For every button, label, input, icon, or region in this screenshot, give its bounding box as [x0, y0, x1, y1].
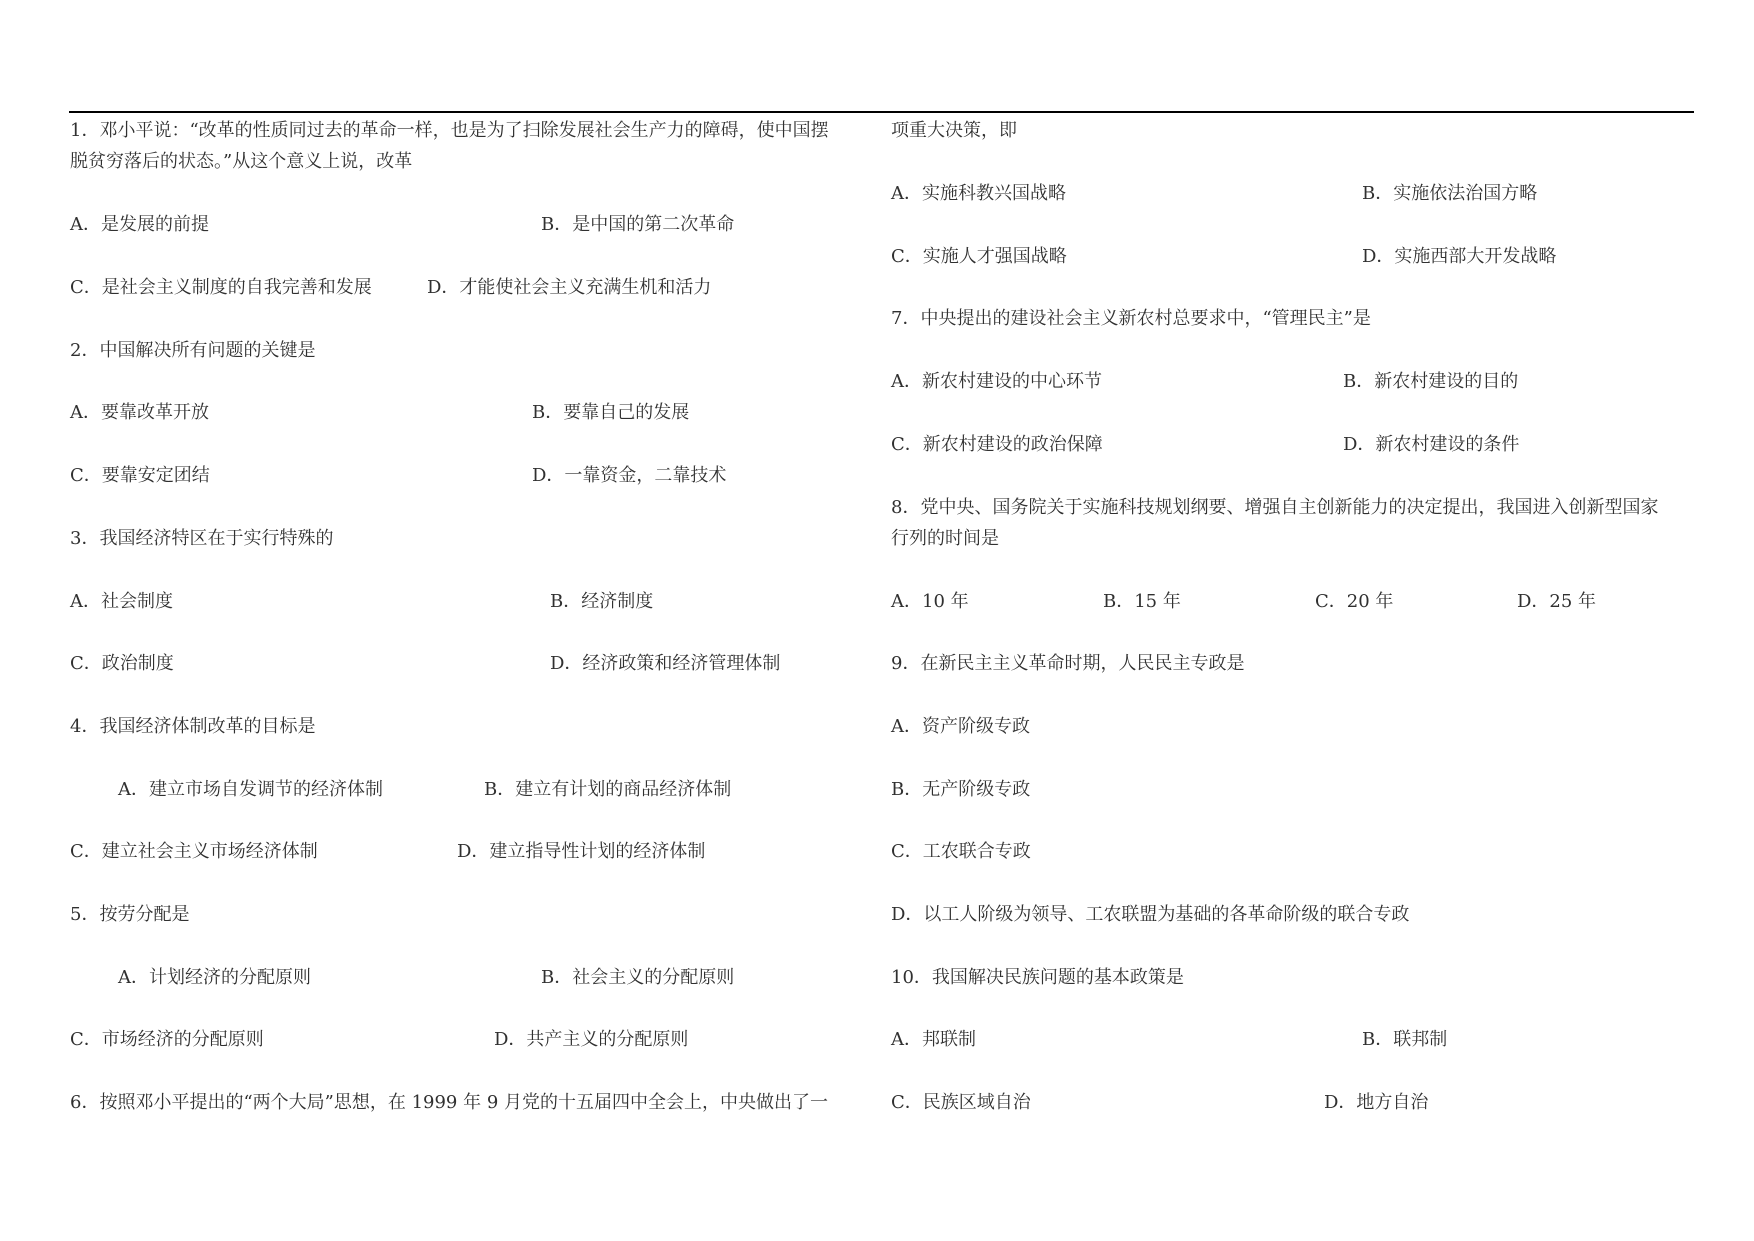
q6-option-a: A．实施科教兴国战略: [891, 183, 1066, 204]
q5-stem: 5．按劳分配是: [70, 904, 190, 925]
q9-option-c: C．工农联合专政: [891, 841, 1031, 862]
q8-option-a: A．10 年: [891, 591, 969, 612]
q1-option-d: D．才能使社会主义充满生机和活力: [427, 277, 712, 298]
q7-option-d: D．新农村建设的条件: [1343, 434, 1520, 455]
q8-option-d: D．25 年: [1517, 591, 1597, 612]
q7-option-c: C．新农村建设的政治保障: [891, 434, 1103, 455]
q1-option-b: B．是中国的第二次革命: [541, 214, 735, 235]
q6-option-b: B．实施依法治国方略: [1362, 183, 1538, 204]
q6-option-c: C．实施人才强国战略: [891, 246, 1067, 267]
q2-option-c: C．要靠安定团结: [70, 465, 210, 486]
q2-option-a: A．要靠改革开放: [70, 402, 209, 423]
q3-option-c: C．政治制度: [70, 653, 174, 674]
q1-option-c: C．是社会主义制度的自我完善和发展: [70, 277, 372, 298]
q10-option-c: C．民族区域自治: [891, 1092, 1031, 1113]
q4-stem: 4．我国经济体制改革的目标是: [70, 716, 316, 737]
q10-option-a: A．邦联制: [891, 1029, 976, 1050]
q9-option-a: A．资产阶级专政: [891, 716, 1030, 737]
q1-option-a: A．是发展的前提: [70, 214, 209, 235]
q10-option-d: D．地方自治: [1324, 1092, 1429, 1113]
q4-option-d: D．建立指导性计划的经济体制: [457, 841, 706, 862]
q7-stem: 7．中央提出的建设社会主义新农村总要求中，“管理民主”是: [891, 308, 1371, 329]
q2-stem: 2．中国解决所有问题的关键是: [70, 340, 316, 361]
q5-option-c: C．市场经济的分配原则: [70, 1029, 264, 1050]
q10-stem: 10．我国解决民族问题的基本政策是: [891, 967, 1184, 988]
q2-option-d: D．一靠资金，二靠技术: [532, 465, 727, 486]
q5-option-b: B．社会主义的分配原则: [541, 967, 735, 988]
q9-option-d: D．以工人阶级为领导、工农联盟为基础的各革命阶级的联合专政: [891, 904, 1410, 925]
q5-option-a: A．计划经济的分配原则: [118, 967, 311, 988]
q8-stem-line1: 8．党中央、国务院关于实施科技规划纲要、增强自主创新能力的决定提出，我国进入创新型国家: [891, 497, 1659, 518]
q9-stem: 9．在新民主主义革命时期，人民民主专政是: [891, 653, 1245, 674]
q5-option-d: D．共产主义的分配原则: [494, 1029, 689, 1050]
q6-option-d: D．实施西部大开发战略: [1362, 246, 1557, 267]
q10-option-b: B．联邦制: [1362, 1029, 1448, 1050]
q8-option-b: B．15 年: [1103, 591, 1181, 612]
q3-option-a: A．社会制度: [70, 591, 173, 612]
q2-option-b: B．要靠自己的发展: [532, 402, 690, 423]
q4-option-b: B．建立有计划的商品经济体制: [484, 779, 732, 800]
q8-stem-line2: 行列的时间是: [891, 528, 999, 549]
q6-stem-line1: 6．按照邓小平提出的“两个大局”思想，在 1999 年 9 月党的十五届四中全会上，中央做出了一: [70, 1092, 828, 1113]
q3-option-d: D．经济政策和经济管理体制: [550, 653, 781, 674]
q7-option-a: A．新农村建设的中心环节: [891, 371, 1102, 392]
q3-option-b: B．经济制度: [550, 591, 654, 612]
q7-option-b: B．新农村建设的目的: [1343, 371, 1519, 392]
q6-stem-line2: 项重大决策，即: [891, 120, 1017, 141]
q4-option-c: C．建立社会主义市场经济体制: [70, 841, 318, 862]
q1-stem-line1: 1．邓小平说：“改革的性质同过去的革命一样，也是为了扫除发展社会生产力的障碍，使中国摆: [70, 120, 829, 141]
q4-option-a: A．建立市场自发调节的经济体制: [118, 779, 383, 800]
q1-stem-line2: 脱贫穷落后的状态。”从这个意义上说，改革: [70, 151, 413, 172]
q9-option-b: B．无产阶级专政: [891, 779, 1031, 800]
q3-stem: 3．我国经济特区在于实行特殊的: [70, 528, 334, 549]
header-rule: [69, 111, 1694, 113]
q8-option-c: C．20 年: [1315, 591, 1394, 612]
